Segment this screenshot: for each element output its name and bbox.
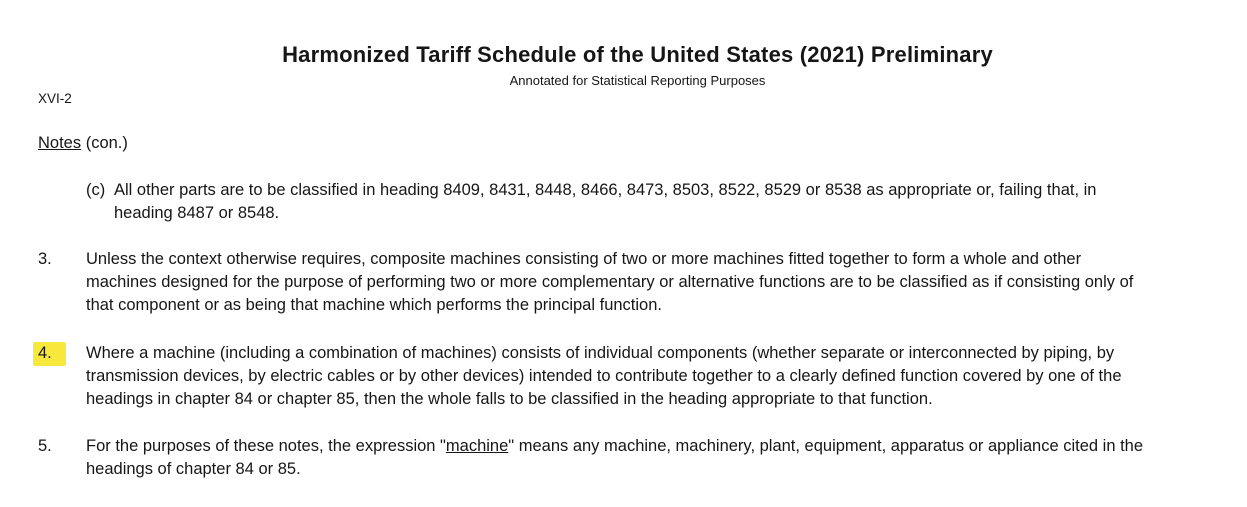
page-title: Harmonized Tariff Schedule of the United States (2021) Preliminary: [282, 42, 993, 67]
note-text-c: All other parts are to be classified in heading 8409, 8431, 8448, 8466, 8473, 8503, 8522, 8529 or 8538 as appropriate or, failing that, in heading 8487 or 8548.: [114, 181, 1097, 222]
note-text-5-after: " means any machine, machinery, plant, equipment, apparatus or appliance cited in the headings of chapter 84 or 85.: [86, 437, 1144, 478]
note-item-3: [38, 248, 1247, 317]
note-label-3: 3.: [38, 250, 52, 268]
note-text-5-before: For the purposes of these notes, the expression ": [86, 437, 446, 455]
note-text-5: [86, 435, 1148, 481]
note-label-4-highlight: [38, 342, 86, 411]
highlight-marker: 4.: [33, 342, 66, 366]
note-text-5-underlined-term: machine: [445, 437, 509, 455]
section-code: XVI-2: [38, 91, 72, 106]
note-item-c: [86, 179, 1247, 225]
notes-heading-word: Notes: [38, 134, 82, 152]
note-label-c: (c): [86, 181, 106, 199]
note-text-4: Where a machine (including a combination of machines) consists of individual components (whether separate or interconnected by piping, by transmission devices, by electric cables or by other devices) intended to contribute together to a clearly defined function covered by one of the headings in chapter 84 or chapter 85, then the whole falls to be classified in the heading appropriate to that function.: [86, 344, 1122, 408]
page-subtitle: Annotated for Statistical Reporting Purposes: [509, 73, 766, 88]
note-item-4: [38, 342, 1247, 411]
notes-heading: [38, 133, 1247, 153]
document-header: [0, 0, 1247, 88]
note-text-3: Unless the context otherwise requires, composite machines consisting of two or more machines fitted together to form a whole and other machines designed for the purpose of performing two or more complementary or alternative functions are to be classified as if consisting only of that component or as being that machine which performs the principal function.: [86, 250, 1134, 314]
note-label-5: 5.: [38, 437, 52, 455]
notes-heading-suffix: (con.): [81, 134, 128, 152]
note-item-5: [38, 435, 1247, 481]
